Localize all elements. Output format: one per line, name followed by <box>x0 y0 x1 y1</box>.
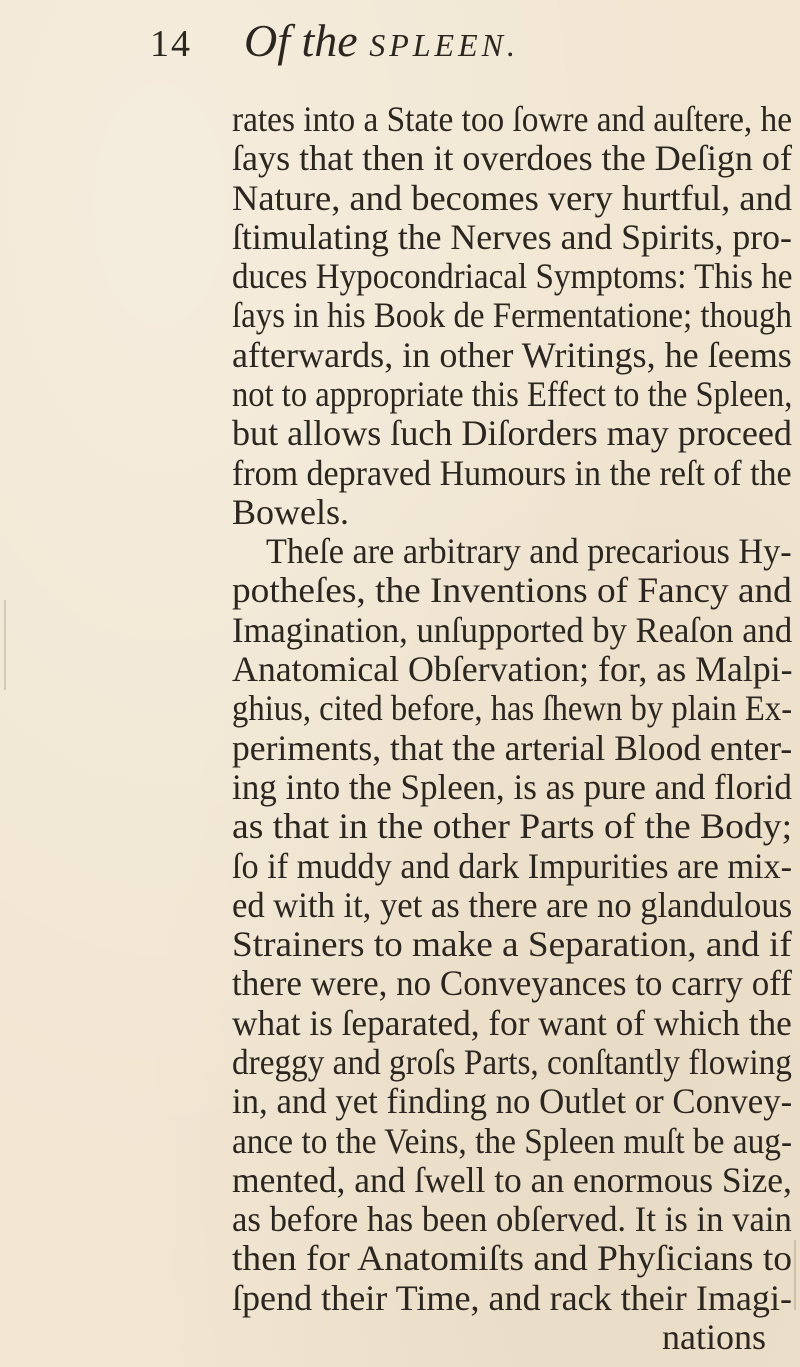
text-line: not to appropriate this Effect to the Spleen, <box>232 374 793 414</box>
text-line: what is ſeparated, for want of which the <box>232 1003 792 1043</box>
text-line: ghius, cited before, has ſhewn by plain Ex- <box>232 688 793 728</box>
text-line: mented, and ſwell to an enormous Size, <box>232 1160 792 1200</box>
text-line: potheſes, the Inventions of Fancy and <box>232 570 792 610</box>
text-line: then for Anatomiſts and Phyſicians to <box>232 1238 793 1278</box>
text-line: ſays that then it overdoes the Deſign of <box>232 138 792 178</box>
running-title-subject: SPLEEN. <box>369 27 519 63</box>
paper-crease <box>4 600 6 690</box>
text-line: afterwards, in other Writings, he ſeems <box>232 335 792 375</box>
paper-crease <box>794 1240 796 1310</box>
text-line: ance to the Veins, the Spleen muſt be aug- <box>232 1121 793 1161</box>
text-line: nations <box>662 1317 766 1357</box>
text-line: as that in the other Parts of the Body; <box>232 806 793 846</box>
text-line: Strainers to make a Separation, and if <box>232 924 792 964</box>
text-line: Anatomical Obſervation; for, as Malpi- <box>232 649 793 689</box>
text-line: periments, that the arterial Blood enter- <box>232 728 793 768</box>
running-title <box>244 10 519 76</box>
text-line: Bowels. <box>232 492 349 532</box>
text-line: ing into the Spleen, is as pure and florid <box>232 767 792 807</box>
page-number: 14 <box>150 23 192 65</box>
text-line: ſtimulating the Nerves and Spirits, pro- <box>232 217 792 257</box>
text-line: ed with it, yet as there are no glandulous <box>232 885 793 925</box>
text-line: as before has been obſerved. It is in vain <box>232 1199 792 1239</box>
text-line: ſo if muddy and dark Impurities are mix- <box>232 846 793 886</box>
text-line: dreggy and groſs Parts, conſtantly flowing <box>232 1042 792 1082</box>
text-line: duces Hypocondriacal Symptoms: This he <box>232 256 793 296</box>
text-line: from depraved Humours in the reſt of the <box>232 453 792 493</box>
text-line: rates into a State too ſowre and auſtere, he <box>232 99 793 139</box>
text-line-indented: Theſe are arbitrary and precarious Hy- <box>266 531 792 571</box>
text-line: Nature, and becomes very hurtful, and <box>232 178 792 218</box>
text-line: Imagination, unſupported by Reaſon and <box>232 610 793 650</box>
text-line: but allows ſuch Diſorders may proceed <box>232 413 792 453</box>
running-title-prefix: Of the <box>244 15 358 66</box>
text-line: ſpend their Time, and rack their Imagi- <box>232 1278 792 1318</box>
text-line: there were, no Conveyances to carry off <box>232 963 792 1003</box>
text-line: in, and yet finding no Outlet or Convey- <box>232 1081 793 1121</box>
text-line: ſays in his Book de Fermentatione; though <box>232 295 792 335</box>
